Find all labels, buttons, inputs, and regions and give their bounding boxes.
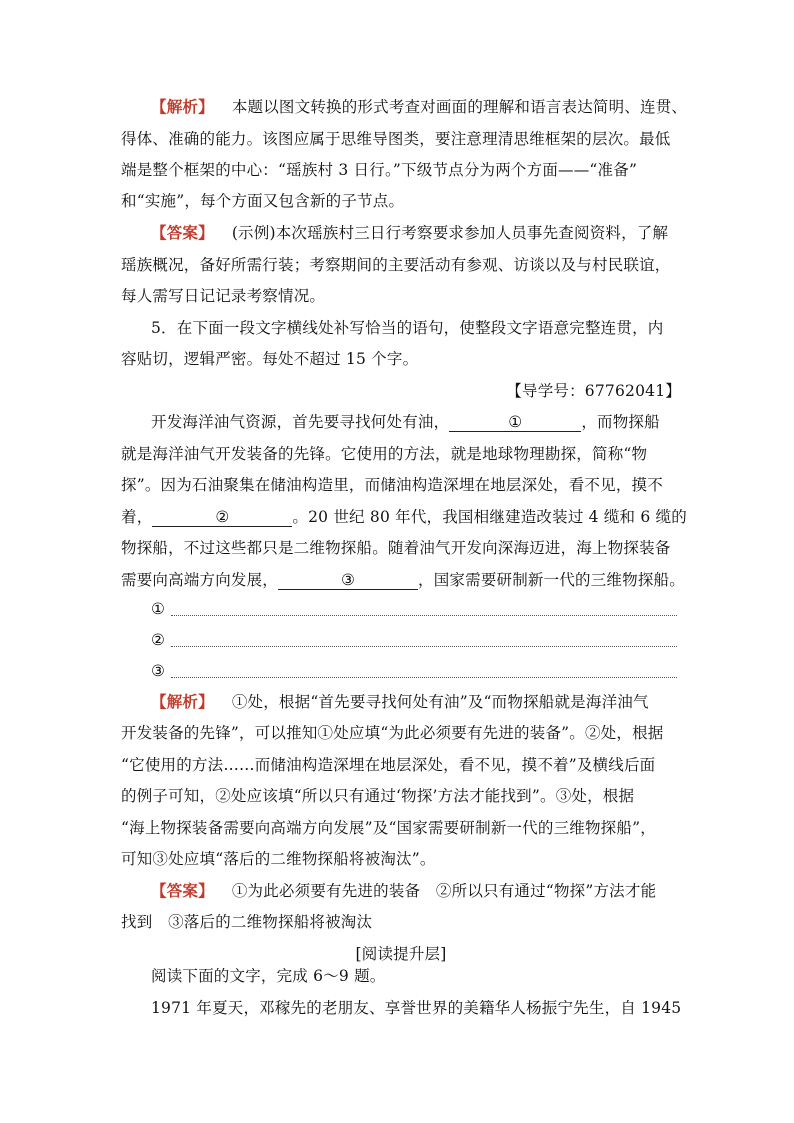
blank-3: ③	[278, 571, 418, 590]
analysis-paragraph-1-line-1: 【解析】 本题以图文转换的形式考查对画面的理解和语言表达简明、连贯、	[151, 97, 688, 116]
answer-line-1: ①	[151, 599, 677, 619]
answer-paragraph-1-line-1: 【答案】 (示例)本次瑶族村三日行考察要求参加人员事先查阅资料，了解	[151, 223, 669, 242]
analysis-paragraph-2-line-2: 开发装备的先锋”，可以推知①处应填“为此必须要有先进的装备”。②处，根据	[121, 724, 664, 742]
answer-paragraph-2-line-2: 找到 ③落后的二维物探船将被淘汰	[121, 913, 373, 931]
dotted-rule	[171, 615, 677, 616]
passage-line-6: 需要向高端方向发展， ③ ，国家需要研制新一代的三维物探船。	[121, 571, 685, 589]
passage-line-1: 开发海洋油气资源，首先要寻找何处有油， ① ，而物探船	[151, 413, 660, 431]
answer-tag: 【答案】	[151, 223, 214, 242]
section-title: [阅读提升层]	[355, 945, 447, 963]
analysis-paragraph-2-line-3: “它使用的方法……而储油构造深埋在地层深处，看不见，摸不着”及横线后面	[121, 756, 656, 774]
question-5-line-2: 容贴切，逻辑严密。每处不超过 15 个字。	[121, 350, 419, 368]
analysis-paragraph-2-line-5: “海上物探装备需要向高端方向发展”及“国家需要研制新一代的三维物探船”，	[121, 819, 656, 837]
analysis-tag: 【解析】	[151, 692, 214, 711]
blank-2: ②	[152, 508, 292, 527]
dotted-rule	[171, 677, 677, 678]
analysis-tag: 【解析】	[151, 97, 214, 116]
analysis-paragraph-2-line-4: 的例子可知，②处应该填“所以只有通过‘物探’方法才能找到”。③处，根据	[121, 787, 635, 805]
passage-line-5: 物探船，不过这些都只是二维物探船。随着油气开发向深海迈进，海上物探装备	[121, 539, 671, 557]
passage-line-2: 就是海洋油气开发装备的先锋。它使用的方法，就是地球物理勘探，简称“物	[121, 445, 648, 463]
analysis-paragraph-2-line-1: 【解析】 ①处，根据“首先要寻找何处有油”及“而物探船就是海洋油气	[151, 692, 649, 711]
analysis-paragraph-2-line-6: 可知③处应填“落后的二维物探船将被淘汰”。	[121, 850, 436, 868]
answer-line-2: ②	[151, 630, 677, 650]
answer-line-3: ③	[151, 661, 677, 681]
passage-line-4: 着， ② 。20 世纪 80 年代，我国相继建造改装过 4 缆和 6 缆的	[121, 508, 687, 526]
analysis-paragraph-1-line-4: 和“实施”，每个方面又包含新的子节点。	[121, 192, 405, 210]
answer-paragraph-1-line-2: 瑶族概况，备好所需行装；考察期间的主要活动有参观、访谈以及与村民联谊，	[121, 256, 671, 274]
story-first-line: 1971 年夏天，邓稼先的老朋友、享誉世界的美籍华人杨振宁先生，自 1945	[151, 999, 682, 1017]
guide-number: 【导学号：67762041】	[506, 382, 681, 400]
blank-1: ①	[449, 413, 581, 432]
passage-line-3: 探”。因为石油聚集在储油构造里，而储油构造深埋在地层深处，看不见，摸不	[121, 476, 663, 494]
answer-paragraph-1-line-3: 每人需写日记记录考察情况。	[121, 287, 326, 305]
analysis-paragraph-1-line-3: 端是整个框架的中心：“瑶族村 3 日行。”下级节点分为两个方面——“准备”	[121, 161, 638, 179]
section-intro: 阅读下面的文字，完成 6～9 题。	[151, 967, 386, 985]
dotted-rule	[171, 646, 677, 647]
question-5-line-1: 5．在下面一段文字横线处补写恰当的语句，使整段文字语意完整连贯，内	[151, 319, 664, 337]
answer-paragraph-2-line-1: 【答案】 ①为此必须要有先进的装备 ②所以只有通过“物探”方法才能	[151, 881, 657, 900]
answer-tag: 【答案】	[151, 881, 214, 900]
analysis-paragraph-1-line-2: 得体、准确的能力。该图应属于思维导图类，要注意理清思维框架的层次。最低	[121, 130, 671, 148]
